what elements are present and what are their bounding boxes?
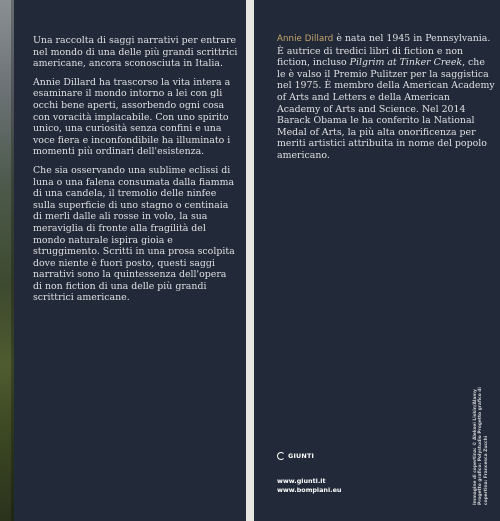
giunti-logo-icon: [277, 452, 285, 460]
blurb-text: [33, 35, 238, 311]
blurb-paragraph: Annie Dillard ha trascorso la vita intera a esaminare il mondo intorno a lei con gli occhi bene aperti, assorbendo ogni cosa con voracità implacabile. Con uno spirito unico, una curiosità senza confini e una voce fiera e inconfondibile ha illuminato i momenti più ordinari dell'esistenza.: [33, 76, 231, 158]
page-gutter: [246, 0, 254, 521]
bio-text: , che le è valso il Premio Pulitzer per la saggistica nel 1975. È membro della American Academy of Arts and Letters e della American Academy of Arts and Science. Nel 2014 Barack Obama le ha conferito la National Medal of Arts, la più alta onorificenza per meriti artistici attribuita in nome del popolo americano.: [277, 57, 495, 161]
author-bio: [277, 33, 495, 162]
blurb-paragraph: Che sia osservando una sublime eclissi di luna o una falena consumata dalla fiamma di una candela, il tremolio delle ninfee sulla superficie di uno stagno o centinaia di merli dalle ali rosse in volo, la sua meraviglia di fronte alla fragilità del mondo naturale ispira gioia e struggimento. Scritti in una prosa scolpita dove niente è fuori posto, questi saggi narrativi sono la quintessenza dell'opera di non fiction di una delle più grandi scrittrici americane.: [33, 164, 235, 304]
bio-text: è nata nel 1945 in Pennsylvania. È autrice di tredici libri di fiction e non fiction, incluso: [277, 33, 491, 69]
book-title: Pilgrim at Tinker Creek: [349, 57, 463, 69]
flap-panel: [254, 0, 500, 521]
author-name: Annie Dillard: [277, 34, 334, 44]
publisher-logo: [277, 452, 314, 460]
blurb-paragraph: Una raccolta di saggi narrativi per entrare nel mondo di una delle più grandi scrittrici americane, ancora sconosciuta in Italia.: [33, 35, 238, 70]
cover-image-strip: [0, 0, 14, 521]
image-credits: Immagine di copertina: © Aleksei Liskin/Alamy Progetto grafico: Polystudio Progetto grafico di copertina: Francesca Zucchi: [473, 387, 489, 505]
publisher-name: GIUNTI: [288, 452, 315, 460]
back-cover-panel: [14, 0, 246, 521]
publisher-url[interactable]: www.bompiani.eu: [277, 486, 342, 494]
publisher-url[interactable]: www.giunti.it: [277, 477, 326, 485]
